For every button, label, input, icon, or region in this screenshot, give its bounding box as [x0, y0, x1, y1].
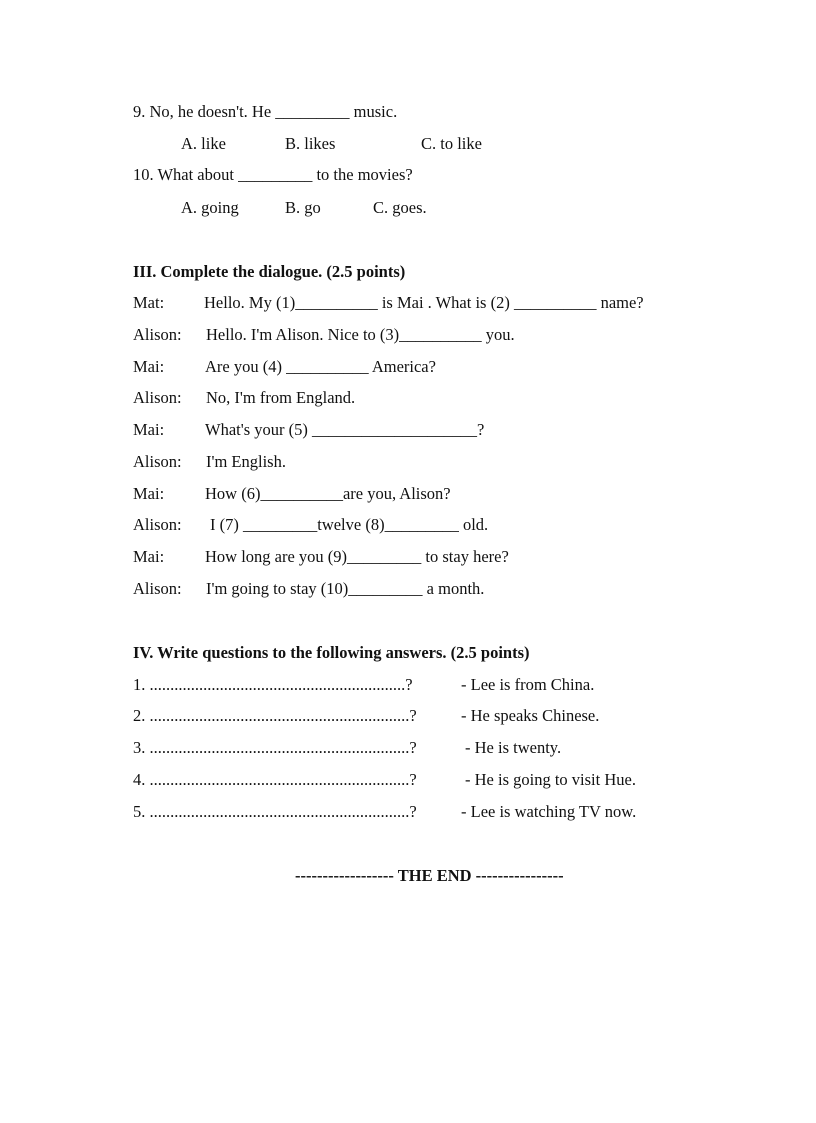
- question-10-option-c: C. goes.: [373, 198, 427, 217]
- question-10-stem: 10. What about _________ to the movies?: [133, 165, 413, 184]
- question-prompt: 4. ...............................................................?: [133, 770, 417, 789]
- question-answer: - Lee is watching TV now.: [461, 802, 637, 821]
- question-prompt: 1. ..............................................................?: [133, 675, 413, 694]
- dialogue-speaker: Alison:: [133, 515, 182, 534]
- dialogue-line: Hello. I'm Alison. Nice to (3)__________ you.: [206, 325, 515, 344]
- dialogue-speaker: Alison:: [133, 452, 182, 471]
- dialogue-line: How long are you (9)_________ to stay here?: [205, 547, 509, 566]
- dialogue-speaker: Mai:: [133, 484, 165, 503]
- dialogue-speaker: Alison:: [133, 579, 182, 598]
- question-answer: - Lee is from China.: [461, 675, 595, 694]
- section-3-heading: III. Complete the dialogue. (2.5 points): [133, 262, 406, 281]
- question-9-stem: 9. No, he doesn't. He _________ music.: [133, 102, 398, 121]
- dialogue-line: I (7) _________twelve (8)_________ old.: [210, 515, 489, 534]
- question-10-option-a: A. going: [181, 198, 239, 217]
- question-answer: - He speaks Chinese.: [461, 706, 600, 725]
- question-prompt: 2. ...............................................................?: [133, 706, 417, 725]
- dialogue-speaker: Mai:: [133, 357, 165, 376]
- dialogue-speaker: Alison:: [133, 325, 182, 344]
- question-9-option-c: C. to like: [421, 134, 482, 153]
- question-9-option-b: B. likes: [285, 134, 336, 153]
- question-answer: - He is twenty.: [465, 738, 562, 757]
- dialogue-line: I'm English.: [206, 452, 286, 471]
- dialogue-speaker: Mai:: [133, 547, 165, 566]
- dialogue-line: I'm going to stay (10)_________ a month.: [206, 579, 485, 598]
- dialogue-speaker: Mat:: [133, 293, 165, 312]
- dialogue-line: Are you (4) __________ America?: [205, 357, 436, 376]
- dialogue-speaker: Alison:: [133, 388, 182, 407]
- question-prompt: 3. ...............................................................?: [133, 738, 417, 757]
- question-9-option-a: A. like: [181, 134, 226, 153]
- dialogue-speaker: Mai:: [133, 420, 165, 439]
- section-4-heading: IV. Write questions to the following answers. (2.5 points): [133, 643, 530, 662]
- the-end-footer: ------------------ THE END ----------------: [295, 866, 564, 885]
- dialogue-line: How (6)__________are you, Alison?: [205, 484, 451, 503]
- dialogue-line: Hello. My (1)__________ is Mai . What is (2) __________ name?: [204, 293, 644, 312]
- question-prompt: 5. ...............................................................?: [133, 802, 417, 821]
- dialogue-line: No, I'm from England.: [206, 388, 356, 407]
- dialogue-line: What's your (5) ____________________?: [205, 420, 485, 439]
- question-10-option-b: B. go: [285, 198, 321, 217]
- question-answer: - He is going to visit Hue.: [465, 770, 636, 789]
